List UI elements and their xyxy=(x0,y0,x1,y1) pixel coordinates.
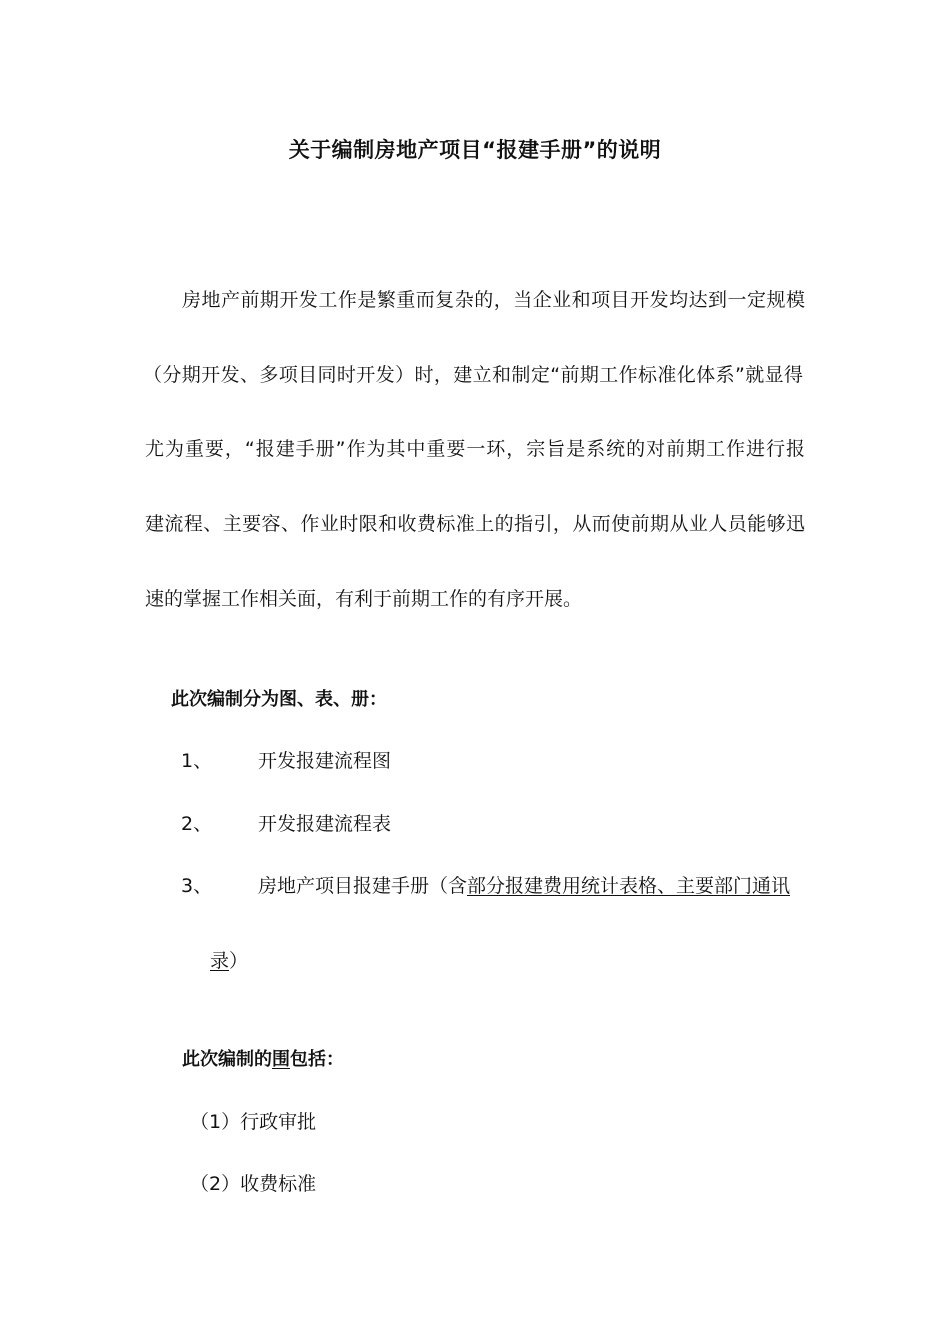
list-item-text-underlined: 部分报建费用统计表格、主要部门通讯 xyxy=(467,875,791,897)
intro-line-1: 房地产前期开发工作是繁重而复杂的，当企业和项目开发均达到一定规模 xyxy=(182,289,805,311)
section2-heading-tail: 包括： xyxy=(290,1049,344,1070)
document-title: 关于编制房地产项目“报建手册”的说明 xyxy=(288,138,662,162)
intro-line-2: （分期开发、多项目同时开发）时，建立和制定“前期工作标准化体系”就显得 xyxy=(143,364,803,386)
section2-heading-underlined: 围 xyxy=(272,1049,290,1070)
list-item-text: 开发报建流程图 xyxy=(258,750,392,772)
scope-item: （1）行政审批 xyxy=(190,1111,317,1133)
section1-heading: 此次编制分为图、表、册： xyxy=(171,689,387,710)
continuation-plain: ） xyxy=(229,950,249,972)
list-item-number: 2、 xyxy=(181,813,213,835)
list-item-text xyxy=(258,871,790,898)
section2-heading-plain: 此次编制的 xyxy=(182,1049,272,1070)
section2-heading xyxy=(182,1045,344,1071)
intro-line-5: 速的掌握工作相关面，有利于前期工作的有序开展。 xyxy=(145,588,583,610)
scope-item: （2）收费标准 xyxy=(190,1173,317,1195)
intro-line-4: 建流程、主要容、作业时限和收费标准上的指引，从而使前期从业人员能够迅 xyxy=(145,513,805,535)
list-item-number: 3、 xyxy=(181,875,213,897)
continuation-underlined: 录 xyxy=(210,950,230,972)
list-item-continuation xyxy=(210,946,248,973)
list-item-text: 开发报建流程表 xyxy=(258,813,392,835)
intro-line-3: 尤为重要，“报建手册”作为其中重要一环，宗旨是系统的对前期工作进行报 xyxy=(145,438,805,460)
list-item-number: 1、 xyxy=(181,750,213,772)
list-item-text-plain: 房地产项目报建手册（含 xyxy=(258,875,468,897)
